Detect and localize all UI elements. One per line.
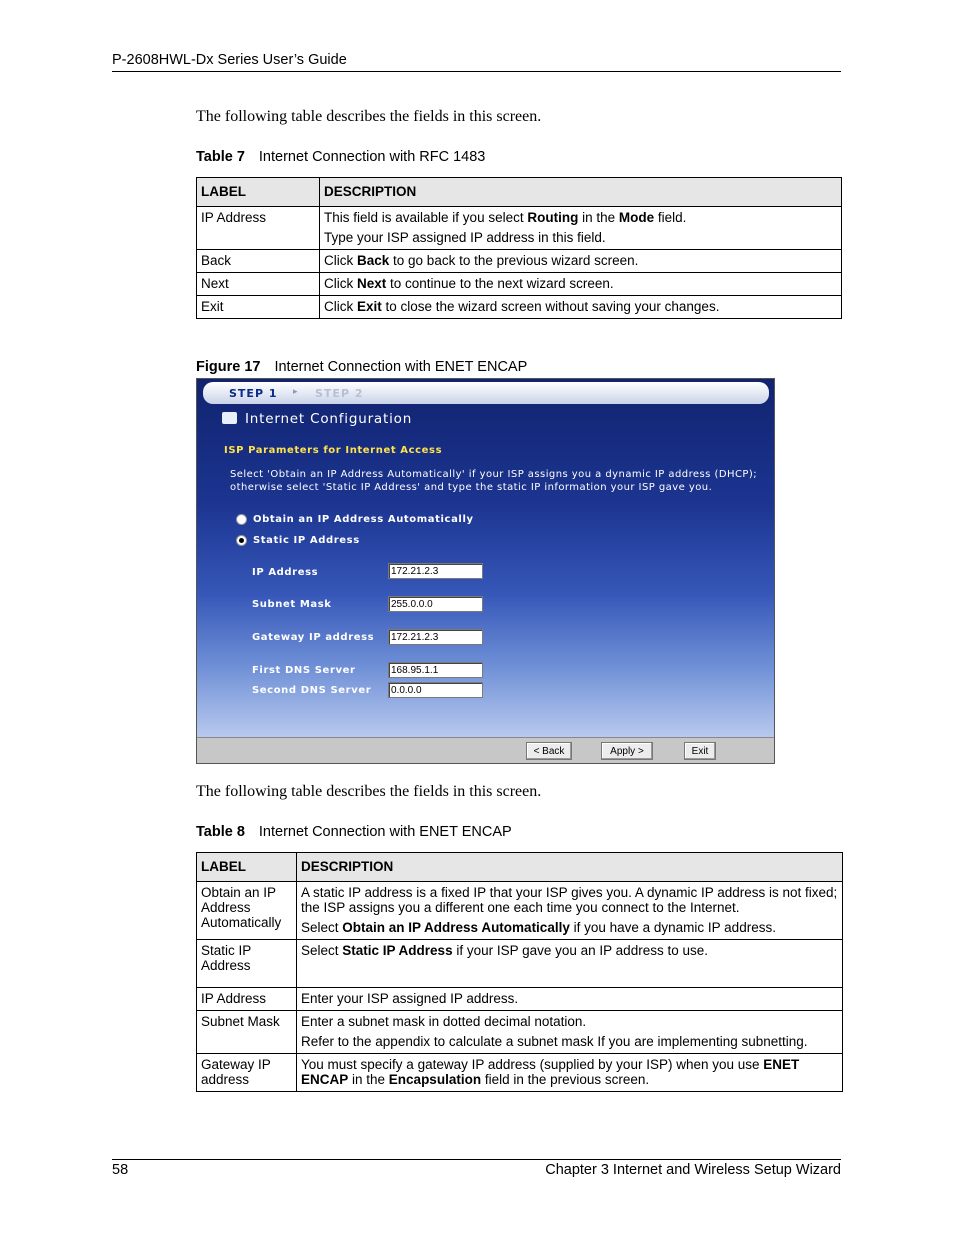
table-header-row [197,853,843,882]
row-label: Exit [197,296,320,319]
folder-icon [222,412,237,424]
col-header-label: LABEL [197,178,320,207]
internet-config-screenshot [196,378,775,764]
row-label: Subnet Mask [197,1011,297,1054]
row-description: Enter your ISP assigned IP address. [297,988,843,1011]
row-label: IP Address [197,988,297,1011]
running-header: P-2608HWL-Dx Series User’s Guide [112,52,347,68]
apply-button[interactable]: Apply > [601,742,653,760]
row-description: Click Exit to close the wizard screen without saving your changes. [320,296,842,319]
table7 [196,177,842,319]
row-description: You must specify a gateway IP address (supplied by your ISP) when you use ENET ENCAP in the Encapsulation field in the previous screen. [297,1054,843,1092]
row-label: Obtain an IP Address Automatically [197,882,297,940]
figure17-caption [196,359,527,375]
col-header-description: DESCRIPTION [297,853,843,882]
row-description: A static IP address is a fixed IP that your ISP gives you. A dynamic IP address is not fixed; the ISP assigns you a different one each time you connect to the Internet. Select Obtain an IP Address Automatically if you have a dynamic IP address. [297,882,843,940]
table-header-row [197,178,842,207]
header-rule [112,71,841,72]
table-row [197,882,843,940]
subnet-mask-input[interactable]: 255.0.0.0 [388,596,483,612]
table8-caption-number: Table 8 [196,824,245,840]
table7-caption-text: Internet Connection with RFC 1483 [258,149,486,165]
subnet-mask-label: Subnet Mask [252,599,332,610]
row-label: Next [197,273,320,296]
row-label: Gateway IP address [197,1054,297,1092]
step2-tab: STEP 2 [315,387,364,400]
row-description: Select Static IP Address if your ISP gave you an IP address to use. [297,940,843,988]
figure17-caption-text: Internet Connection with ENET ENCAP [274,359,528,375]
col-header-description: DESCRIPTION [320,178,842,207]
figure17-caption-number: Figure 17 [196,359,261,375]
table8-caption-text: Internet Connection with ENET ENCAP [258,824,512,840]
gateway-ip-label: Gateway IP address [252,632,375,643]
intro-paragraph: The following table describes the fields in this screen. [196,108,542,125]
wizard-steps-bar [203,382,769,404]
second-dns-label: Second DNS Server [252,685,372,696]
table-row [197,988,843,1011]
col-header-label: LABEL [197,853,297,882]
table-row [197,940,843,988]
table-row [197,296,842,319]
row-label: Static IP Address [197,940,297,988]
table7-caption [196,149,485,165]
section-subtitle: ISP Parameters for Internet Access [224,445,443,456]
row-description: Enter a subnet mask in dotted decimal notation. Refer to the appendix to calculate a subnet mask If you are implementing subnetting. [297,1011,843,1054]
row-description: Click Next to continue to the next wizard screen. [320,273,842,296]
step-arrow-icon: ▸ [293,387,299,397]
table8 [196,852,843,1092]
table8-caption [196,824,512,840]
table7-caption-number: Table 7 [196,149,245,165]
obtain-auto-label: Obtain an IP Address Automatically [253,514,474,525]
table-row [197,250,842,273]
second-dns-input[interactable]: 0.0.0.0 [388,682,483,698]
ip-address-label: IP Address [252,567,319,578]
static-ip-radio[interactable] [236,535,247,546]
instructions: Select 'Obtain an IP Address Automatically' if your ISP assigns you a dynamic IP address (DHCP); otherwise select 'Static IP Address' and type the static IP information your ISP gave you. [230,469,758,493]
first-dns-label: First DNS Server [252,665,356,676]
static-ip-label: Static IP Address [253,535,360,546]
footer-rule [112,1159,841,1160]
intro-paragraph-2: The following table describes the fields in this screen. [196,783,542,800]
exit-button[interactable]: Exit [684,742,716,760]
table-row [197,273,842,296]
page-number: 58 [112,1162,129,1178]
ip-address-input[interactable]: 172.21.2.3 [388,563,483,579]
button-bar [197,737,774,764]
table-row [197,1011,843,1054]
step1-tab[interactable]: STEP 1 [229,387,278,400]
chapter-title: Chapter 3 Internet and Wireless Setup Wizard [545,1162,841,1178]
gateway-ip-input[interactable]: 172.21.2.3 [388,629,483,645]
row-label: IP Address [197,207,320,250]
section-title: Internet Configuration [245,411,413,427]
table-row [197,1054,843,1092]
row-description: This field is available if you select Routing in the Mode field. Type your ISP assigned IP address in this field. [320,207,842,250]
back-button[interactable]: < Back [526,742,572,760]
row-label: Back [197,250,320,273]
row-description: Click Back to go back to the previous wizard screen. [320,250,842,273]
obtain-auto-radio[interactable] [236,514,247,525]
first-dns-input[interactable]: 168.95.1.1 [388,662,483,678]
config-panel [197,379,774,737]
table-row [197,207,842,250]
